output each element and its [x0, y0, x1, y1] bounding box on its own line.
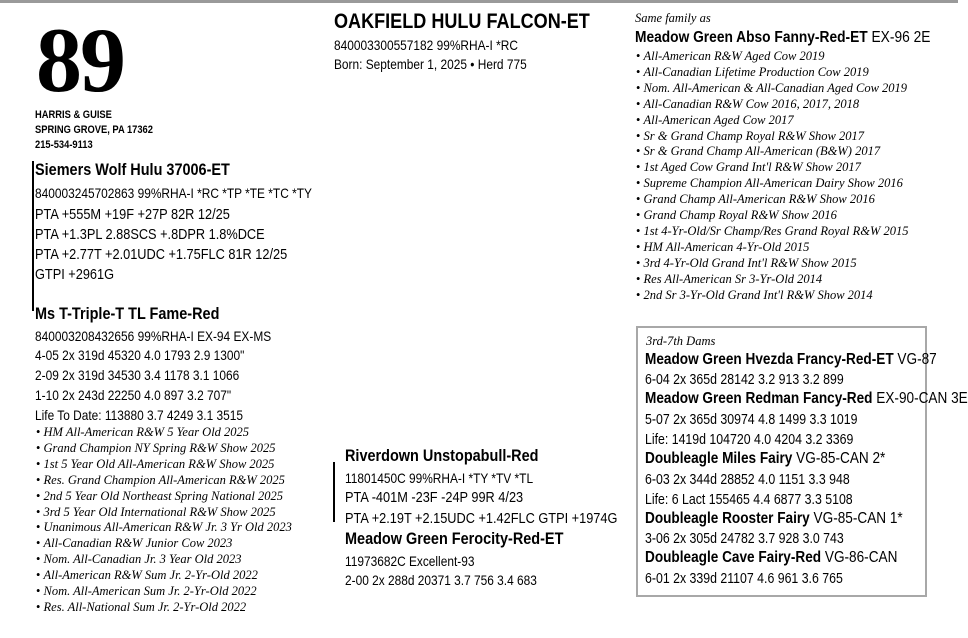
family-honor-item: • Sr & Grand Champ All-American (B&W) 2017 [636, 144, 909, 160]
family-honor-item: • Grand Champ All-American R&W Show 2016 [636, 192, 909, 208]
maternal-grandsire-id: 11801450C 99%RHA-I *TY *TV *TL [345, 470, 534, 486]
dam-honor-item: • 3rd 5 Year Old International R&W Show 2025 [36, 505, 292, 521]
family-honor-item: • All-Canadian R&W Cow 2016, 2017, 2018 [636, 97, 909, 113]
dam-id: 840003208432656 99%RHA-I EX-94 EX-MS [35, 328, 272, 344]
dam-honor-item: • All-American R&W Sum Jr. 2-Yr-Old 2022 [36, 568, 292, 584]
sire-pta-3: PTA +2.77T +2.01UDC +1.75FLC 81R 12/25 [35, 246, 288, 263]
consignor-city: SPRING GROVE, PA 17362 [35, 124, 153, 136]
family-honor-item: • Nom. All-American & All-Canadian Aged Cow 2019 [636, 81, 909, 97]
maternal-granddam-name: Meadow Green Ferocity-Red-ET [345, 529, 564, 548]
family-honor-item: • Sr & Grand Champ Royal R&W Show 2017 [636, 129, 909, 145]
family-honor-item: • All-Canadian Lifetime Production Cow 2019 [636, 65, 909, 81]
sire-id: 840003245702863 99%RHA-I *RC *TP *TE *TC *TY [35, 185, 312, 201]
dam-5-name-line [645, 450, 885, 468]
ancestor-dam-name: Doubleagle Cave Fairy-Red [645, 549, 822, 566]
family-honor-item: • Res All-American Sr 3-Yr-Old 2014 [636, 272, 909, 288]
animal-born: Born: September 1, 2025 • Herd 775 [334, 56, 527, 72]
dam-honor-item: • Res. Grand Champion All-American R&W 2025 [36, 473, 292, 489]
ancestor-dam-record: 5-07 2x 365d 30974 4.8 1499 3.3 1019 [645, 412, 858, 428]
ancestor-dam-score: VG-86-CAN [824, 549, 898, 566]
family-honor-item: • 1st Aged Cow Grand Int'l R&W Show 2017 [636, 160, 909, 176]
ancestor-dam-name: Doubleagle Rooster Fairy [645, 510, 810, 527]
dam-lifetime: Life To Date: 113880 3.7 4249 3.1 3515 [35, 407, 243, 423]
dam-honor-item: • 2nd 5 Year Old Northeast Spring National 2025 [36, 489, 292, 505]
consignor-phone: 215-534-9113 [35, 139, 93, 151]
dam-7-name-line [645, 549, 897, 567]
same-family-score: EX-96 2E [871, 29, 931, 46]
mgs-bracket [333, 462, 335, 522]
maternal-grandsire-name: Riverdown Unstopabull-Red [345, 446, 539, 465]
dam-honors-list [36, 425, 292, 616]
family-honor-item: • 1st 4-Yr-Old/Sr Champ/Res Grand Royal R&W 2015 [636, 224, 909, 240]
sire-name: Siemers Wolf Hulu 37006-ET [35, 160, 230, 179]
ancestor-dam-record: 6-03 2x 344d 28852 4.0 1151 3.3 948 [645, 472, 850, 488]
maternal-granddam-class: 11973682C Excellent-93 [345, 553, 475, 569]
sire-bracket [32, 161, 34, 311]
top-rule [0, 0, 958, 3]
maternal-grandsire-pta: PTA -401M -23F -24P 99R 4/23 [345, 489, 524, 506]
same-family-name: Meadow Green Abso Fanny-Red-ET [635, 29, 868, 46]
consignor-block [35, 108, 174, 153]
family-honor-item: • Supreme Champion All-American Dairy Show 2016 [636, 176, 909, 192]
dam-record: 2-09 2x 319d 34530 3.4 1178 3.1 1066 [35, 367, 240, 383]
consignor-name: HARRIS & GUISE [35, 109, 112, 121]
family-honor-item: • HM All-American 4-Yr-Old 2015 [636, 240, 909, 256]
ancestor-dam-record: 3-06 2x 305d 24782 3.7 928 3.0 743 [645, 531, 844, 547]
ancestor-dam-name: Doubleagle Miles Fairy [645, 450, 793, 467]
ancestor-dam-record: 6-01 2x 339d 21107 4.6 961 3.6 765 [645, 571, 843, 587]
dam-honor-item: • All-Canadian R&W Junior Cow 2023 [36, 536, 292, 552]
family-honor-item: • All-American Aged Cow 2017 [636, 113, 909, 129]
lot-number: 89 [36, 9, 124, 111]
sire-gtpi: GTPI +2961G [35, 266, 115, 283]
dam-honor-item: • 1st 5 Year Old All-American R&W Show 2025 [36, 457, 292, 473]
dam-record: 1-10 2x 243d 22250 4.0 897 3.2 707" [35, 387, 232, 403]
dam-honor-item: • HM All-American R&W 5 Year Old 2025 [36, 425, 292, 441]
family-honor-item: • Grand Champ Royal R&W Show 2016 [636, 208, 909, 224]
same-family-label: Same family as [635, 11, 711, 25]
sire-pta-1: PTA +555M +19F +27P 82R 12/25 [35, 206, 230, 223]
ancestor-dam-name: Meadow Green Hvezda Francy-Red-ET [645, 351, 894, 368]
ancestor-dam-name: Meadow Green Redman Fancy-Red [645, 390, 873, 407]
same-family-honors-list [636, 49, 909, 304]
ancestor-dam-lifetime: Life: 6 Lact 155465 4.4 6877 3.3 5108 [645, 492, 853, 508]
dam-honor-item: • Nom. All-American Sum Jr. 2-Yr-Old 2022 [36, 584, 292, 600]
ancestor-dam-score: EX-90-CAN 3E [876, 390, 968, 407]
dam-honor-item: • Nom. All-Canadian Jr. 3 Year Old 2023 [36, 552, 292, 568]
dams-3-7-label: 3rd-7th Dams [646, 334, 716, 348]
maternal-grandsire-pta: PTA +2.19T +2.15UDC +1.42FLC GTPI +1974G [345, 510, 618, 527]
dam-4-name-line [645, 390, 968, 408]
dam-6-name-line [645, 510, 903, 528]
family-honor-item: • 3rd 4-Yr-Old Grand Int'l R&W Show 2015 [636, 256, 909, 272]
dams-3-7-box [636, 326, 968, 597]
maternal-granddam-record: 2-00 2x 288d 20371 3.7 756 3.4 683 [345, 572, 537, 588]
dam-record: 4-05 2x 319d 45320 4.0 1793 2.9 1300" [35, 347, 245, 363]
ancestor-dam-score: VG-85-CAN 2* [796, 450, 886, 467]
dam-honor-item: • Res. All-National Sum Jr. 2-Yr-Old 2022 [36, 600, 292, 616]
dam-name: Ms T-Triple-T TL Fame-Red [35, 304, 220, 323]
same-family-cow [635, 29, 930, 47]
ancestor-dam-score: VG-87 [897, 351, 937, 368]
family-honor-item: • All-American R&W Aged Cow 2019 [636, 49, 909, 65]
animal-id: 840003300557182 99%RHA-I *RC [334, 37, 518, 53]
ancestor-dam-lifetime: Life: 1419d 104720 4.0 4204 3.2 3369 [645, 432, 854, 448]
ancestor-dam-record: 6-04 2x 365d 28142 3.2 913 3.2 899 [645, 372, 844, 388]
dam-honor-item: • Grand Champion NY Spring R&W Show 2025 [36, 441, 292, 457]
family-honor-item: • 2nd Sr 3-Yr-Old Grand Int'l R&W Show 2014 [636, 288, 909, 304]
dam-honor-item: • Unanimous All-American R&W Jr. 3 Yr Old 2023 [36, 520, 292, 536]
dam-3-name-line [645, 351, 937, 369]
ancestor-dam-score: VG-85-CAN 1* [813, 510, 903, 527]
sire-pta-2: PTA +1.3PL 2.88SCS +.8DPR 1.8%DCE [35, 226, 265, 243]
animal-name: OAKFIELD HULU FALCON-ET [334, 10, 590, 33]
